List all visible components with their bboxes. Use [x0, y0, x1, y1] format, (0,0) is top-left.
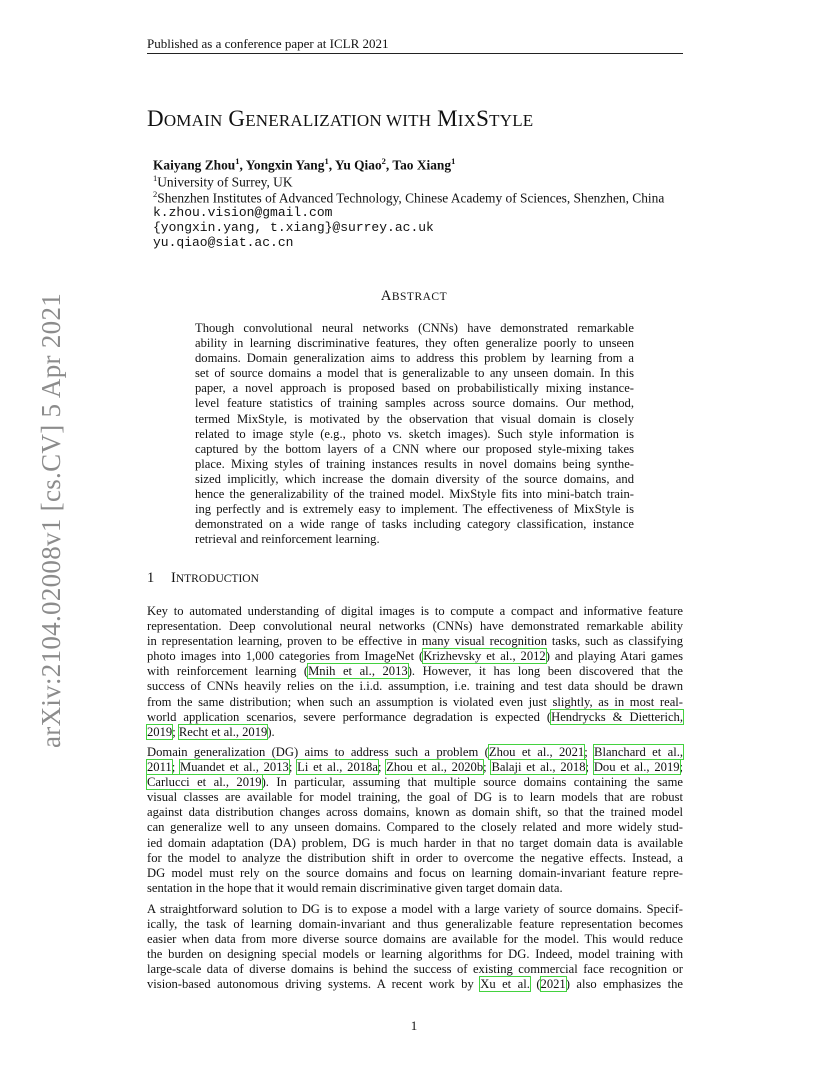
paper-title	[147, 106, 533, 132]
citation-link[interactable]: Balaji et al., 2018	[491, 760, 586, 775]
title-sc-omain: OMAIN	[163, 111, 223, 130]
title-cap-d: D	[147, 106, 164, 131]
body-line: sentation in the hope that it would remain discriminative given target domain data.	[147, 880, 563, 895]
body-line	[147, 760, 683, 775]
citation-link[interactable]: Li et al., 2018a	[297, 760, 378, 775]
citation-link[interactable]: Muandet et al., 2013	[180, 760, 289, 775]
abstract-line: demonstrated on a wide range of tasks including category classification, instance	[195, 517, 634, 532]
body-line	[147, 977, 683, 992]
body-line: A straightforward solution to DG is to expose a model with a large variety of source domains. Specif-	[147, 902, 683, 916]
body-line	[147, 775, 683, 790]
abstract-line: domains. Domain generalization aims to address this problem by learning from a	[195, 351, 634, 366]
author-affil-mark: 2	[381, 156, 386, 166]
author-list: Kaiyang Zhou$^1$, Yongxin Yang$^1$, Yu Qiao$^2$, Tao Xiang$^1$	[153, 156, 456, 173]
body-text: (	[529, 977, 541, 992]
title-cap-g: G	[228, 106, 246, 131]
section-heading	[147, 570, 259, 587]
email-1: k.zhou.vision@gmail.com	[153, 205, 333, 220]
body-line: the burden on designing special models or learning algorithms for DG. Indeed, model training with	[147, 947, 683, 962]
abstract-line: captured by the bottom layers of a CNN where our proposed style-mixing takes	[195, 441, 634, 456]
citation-link[interactable]: Xu et al.	[480, 977, 530, 992]
abstract-line: level feature statistics of training samples across source domains. Our method,	[195, 396, 634, 411]
citation-link[interactable]: 2021	[540, 977, 566, 992]
citation-link[interactable]: Mnih et al., 2013	[308, 664, 408, 679]
body-text: ;	[288, 760, 298, 775]
intro-paragraph-2	[147, 745, 683, 896]
abstract-line: paper, a novel approach is proposed based on probabilistically mixing instance-	[195, 381, 634, 396]
body-text: world application scenarios, severe performance degradation is expected (	[147, 709, 552, 724]
author-name: Tao Xiang	[392, 157, 452, 173]
abstract-heading-sc: BSTRACT	[391, 291, 448, 303]
body-text: ;	[172, 724, 179, 739]
section-heading-cap: I	[171, 570, 176, 586]
intro-paragraph-3	[147, 902, 683, 993]
email-3: yu.qiao@siat.ac.cn	[153, 235, 294, 250]
affiliation-text: University of Surrey, UK	[157, 174, 293, 190]
body-line	[147, 710, 683, 725]
affiliation-mark: 1	[153, 173, 158, 183]
header-rule	[147, 53, 683, 54]
author-name: Kaiyang Zhou	[153, 157, 236, 173]
citation-link[interactable]: Carlucci et al., 2019	[147, 775, 262, 790]
arxiv-stamp: arXiv:2104.02008v1 [cs.CV] 5 Apr 2021	[36, 292, 66, 748]
author-affil-mark: 1	[235, 156, 240, 166]
author-name: Yongxin Yang	[245, 157, 325, 173]
body-text: ) also emphasizes the	[565, 977, 684, 992]
abstract-line: sized implicitly, which increase the domain diversity of the source domains, and	[195, 471, 634, 486]
body-line: Key to automated understanding of digital images is to compute a compact and informative feature	[147, 604, 683, 618]
body-line	[147, 745, 683, 760]
title-sc-tyle: TYLE	[489, 111, 534, 130]
body-line: for the model to analyze the distribution shift in order to overcome the negative effects. Instead, a	[147, 850, 683, 865]
body-line	[147, 649, 683, 664]
body-line: can generalize well to any unseen domains. Compared to the closely related and more widely stud-	[147, 820, 683, 835]
body-line: success of CNNs heavily relies on the i.i.d. assumption, i.e. training and test data should be drawn	[147, 679, 683, 694]
body-text: vision-based autonomous driving systems. A recent work by	[147, 977, 481, 992]
body-text: ).	[267, 724, 275, 739]
citation-link[interactable]: Recht et al., 2019	[178, 724, 268, 739]
email-2: {yongxin.yang, t.xiang}@surrey.ac.uk	[153, 220, 434, 235]
body-line: against data distribution changes across domains, known as domain shift, so that the trained model	[147, 805, 683, 820]
body-text: ;	[171, 760, 181, 775]
abstract-heading-cap: A	[380, 288, 392, 304]
body-line: ically, the task of learning domain-invariant and thus generalizable feature representation becomes	[147, 917, 683, 932]
abstract-line: set of source domains a model that is generalizable to any unseen domain. In this	[195, 366, 634, 381]
body-text: ;	[483, 760, 492, 775]
citation-link[interactable]: Krizhevsky et al., 2012	[423, 649, 546, 664]
intro-paragraph-1	[147, 604, 683, 740]
body-text: Domain generalization (DG) aims to address such a problem (	[147, 745, 489, 759]
title-cap-s: S	[476, 106, 490, 131]
title-cap-m: M	[437, 106, 458, 131]
affiliation-2	[153, 189, 664, 206]
body-line: visual classes are available for model training, the goal of DG is to learn models that are robust	[147, 790, 683, 805]
abstract-line: hence the generalizability of the trained model. MixStyle fits into mini-batch train-	[195, 487, 634, 502]
abstract-line: ing perfectly and is extremely easy to implement. The effectiveness of MixStyle is	[195, 502, 634, 517]
author-name: Yu Qiao	[334, 157, 382, 173]
body-line: easier when data from more diverse source domains are available for the model. This would reduce	[147, 932, 683, 947]
body-line: in representation learning, proven to be effective in many visual recognition tasks, such as classifying	[147, 634, 683, 649]
body-text: with reinforcement learning (	[147, 664, 309, 679]
body-text: ;	[377, 760, 387, 775]
affiliation-1	[153, 173, 293, 190]
abstract-line: Though convolutional neural networks (CNNs) have demonstrated remarkable	[195, 321, 634, 335]
citation-link[interactable]: Blanchard et al.,	[594, 745, 683, 759]
running-header: Published as a conference paper at ICLR 2021	[147, 36, 389, 51]
body-text: ;	[584, 745, 595, 759]
citation-link[interactable]: Zhou et al., 2021	[488, 745, 585, 759]
author-affil-mark: 1	[324, 156, 329, 166]
citation-link[interactable]: 2011	[147, 760, 172, 775]
citation-link[interactable]: Hendrycks & Dietterich,	[551, 709, 683, 724]
section-heading-sc: NTRODUCTION	[175, 573, 259, 585]
citation-link[interactable]: Dou et al., 2019	[593, 760, 680, 775]
abstract-heading	[0, 288, 828, 305]
affiliation-mark: 2	[153, 189, 158, 199]
title-sc-ix: IX	[457, 111, 477, 130]
body-text: ;	[679, 760, 684, 775]
citation-link[interactable]: 2019	[147, 724, 173, 739]
abstract-line: ability in learning discriminative features, they often generalize poorly to unseen	[195, 336, 634, 351]
body-text: ). However, it has long been discovered that the	[407, 664, 683, 679]
body-text: ;	[585, 760, 594, 775]
page-number: 1	[410, 1018, 418, 1033]
abstract-line: related to image style (e.g., photo vs. sketch images). Such style information is	[195, 426, 634, 441]
body-text: photo images into 1,000 categories from ImageNet (	[147, 649, 424, 664]
citation-link[interactable]: Zhou et al., 2020b	[386, 760, 484, 775]
body-line	[147, 664, 683, 679]
section-number: 1	[147, 570, 155, 586]
title-sc-eneralization: ENERALIZATION WITH	[245, 111, 432, 130]
author-affil-mark: 1	[451, 156, 456, 166]
body-line	[147, 725, 683, 740]
abstract-line: retrieval and reinforcement learning.	[195, 532, 380, 547]
abstract-line: termed MixStyle, is motivated by the observation that visual domain is closely	[195, 411, 634, 426]
body-line: DG model must rely on the source domains and focus on learning domain-invariant feature repre-	[147, 865, 683, 880]
abstract-line: place. Mixing styles of training instances results in novel domains being synthe-	[195, 456, 634, 471]
abstract-body	[195, 321, 634, 547]
body-text: ). In particular, assuming that multiple source domains containing the same	[261, 775, 683, 790]
body-line: ied domain adaptation (DA) problem, DG is much harder in that no target domain data is available	[147, 835, 683, 850]
affiliation-text: Shenzhen Institutes of Advanced Technology, Chinese Academy of Sciences, Shenzhen, China	[157, 190, 665, 206]
body-line: representation. Deep convolutional neural networks (CNNs) have demonstrated remarkable ability	[147, 619, 683, 634]
body-line: from the same distribution; when such an assumption is violated even just slightly, as in most real-	[147, 694, 683, 709]
body-text: ) and playing Atari games	[545, 649, 683, 664]
body-line: large-scale data of diverse domains is behind the success of existing commercial face recognition or	[147, 962, 683, 977]
